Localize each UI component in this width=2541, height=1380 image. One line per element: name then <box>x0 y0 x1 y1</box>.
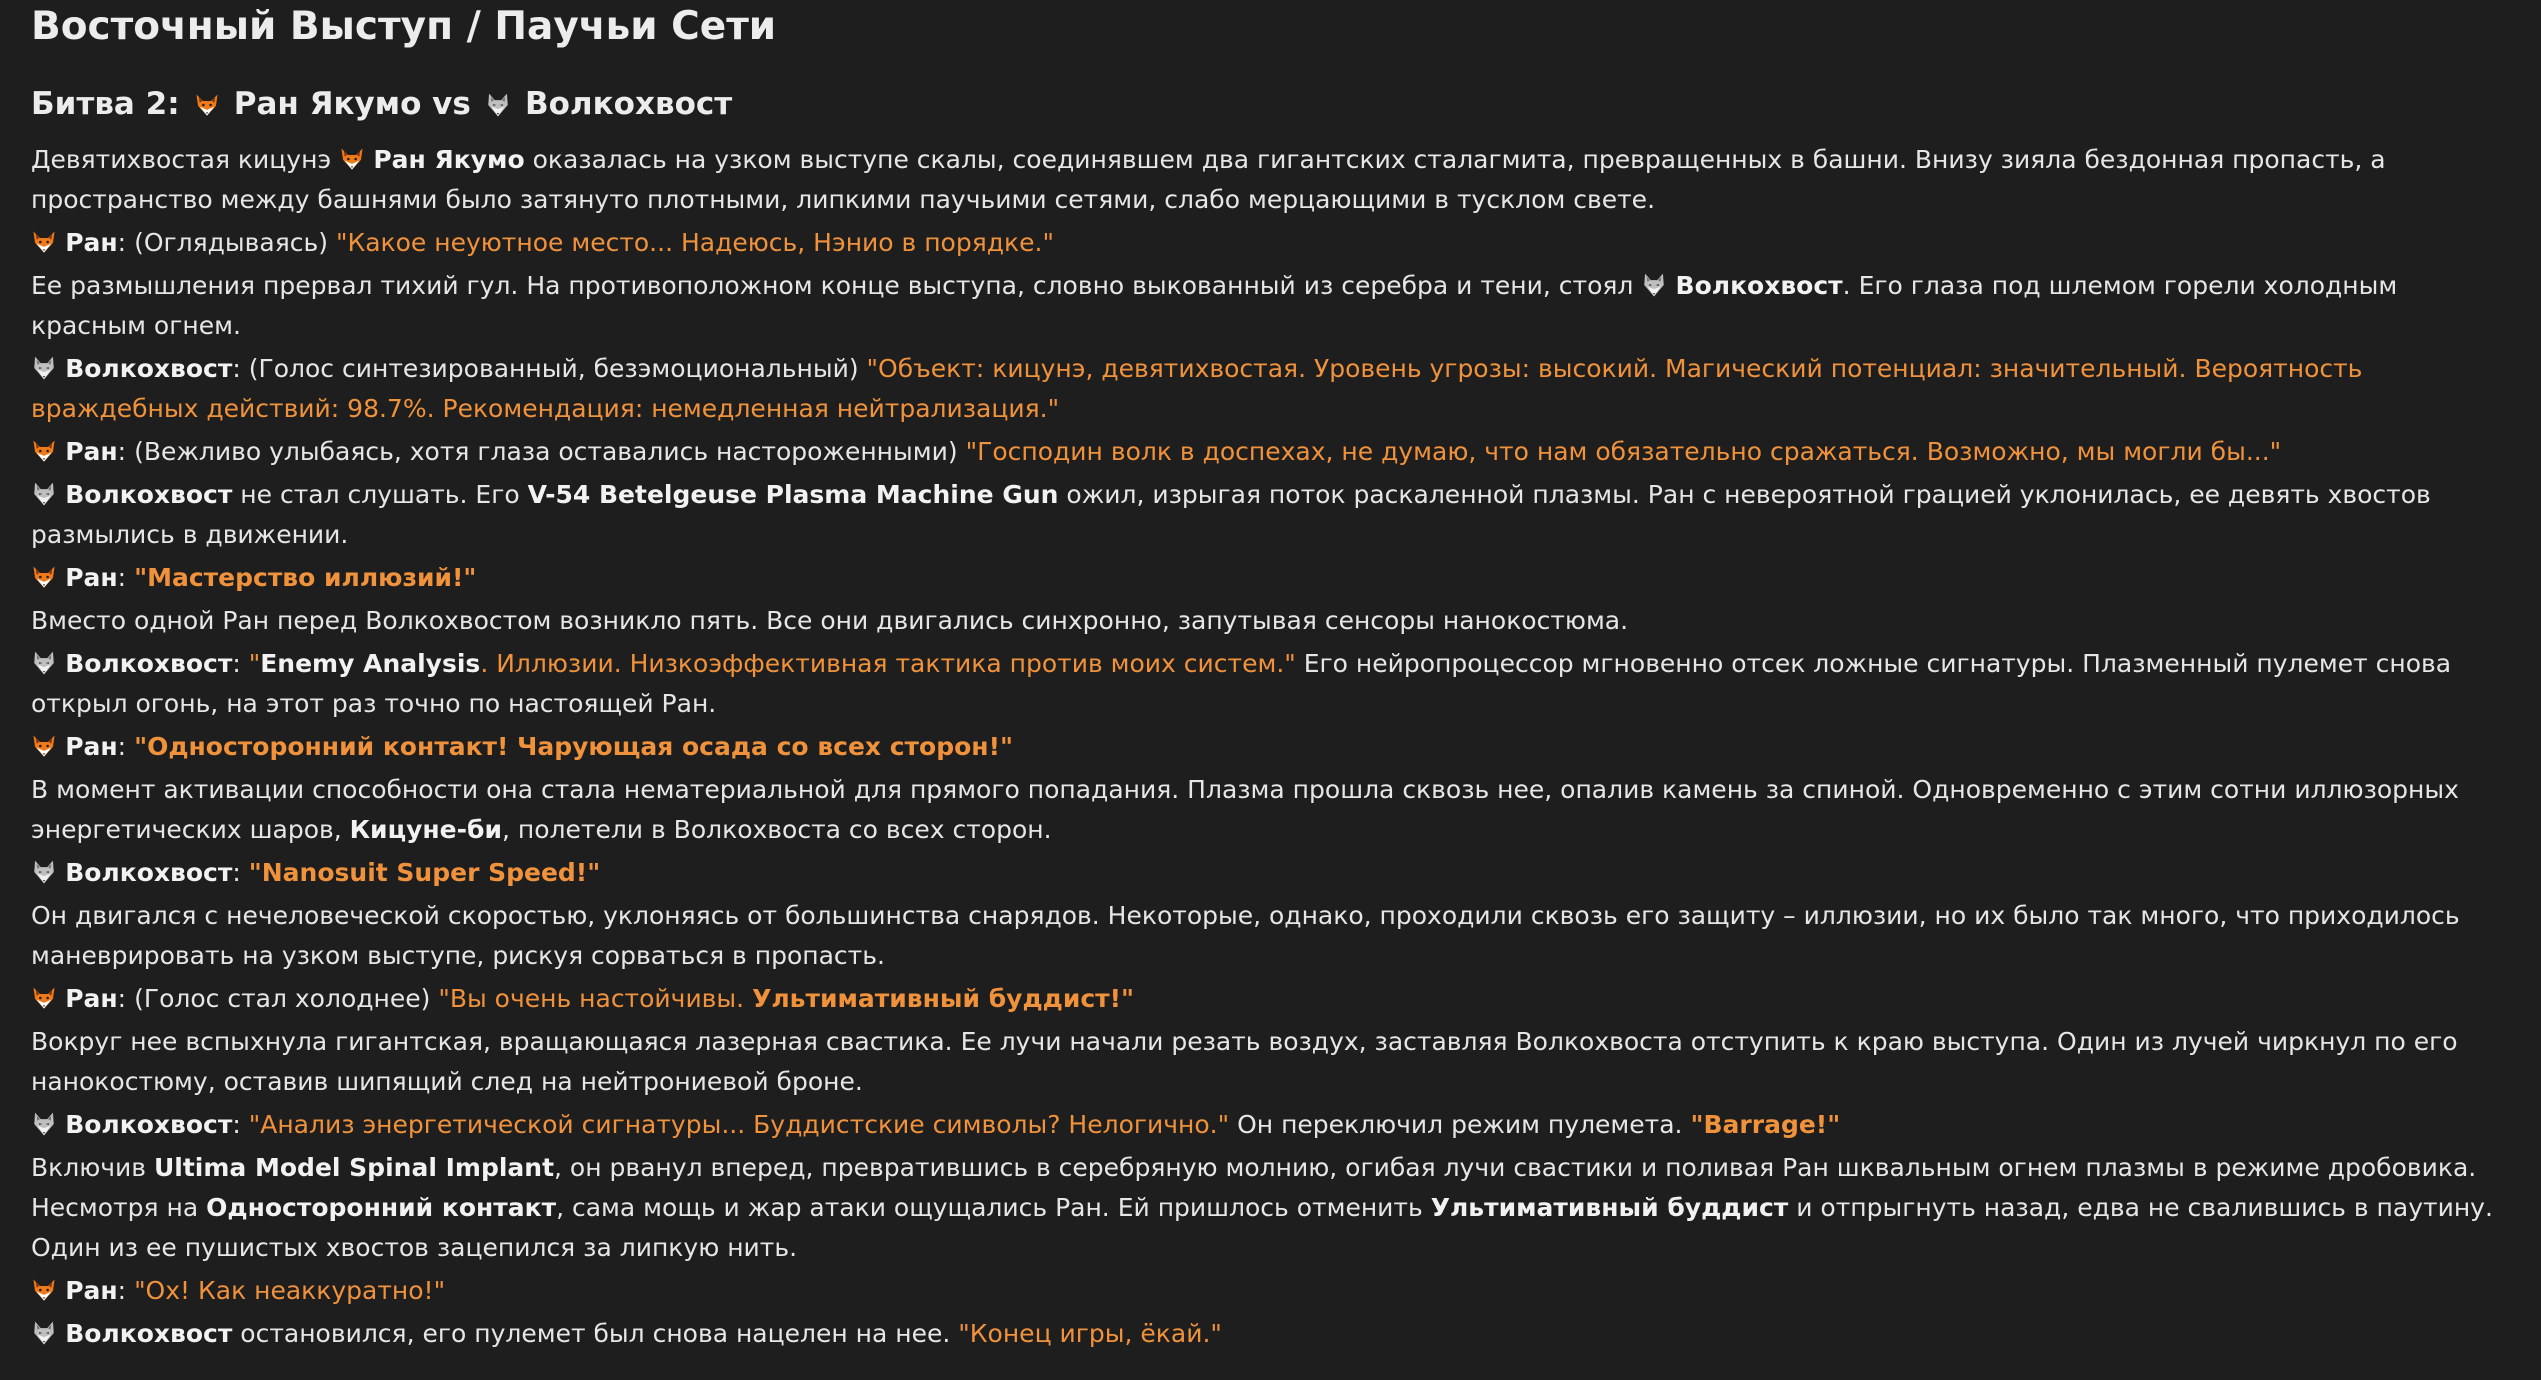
narration: . Его глаза под шлемом горели холодным красным огнем. <box>31 271 2398 340</box>
wolf-icon <box>31 349 57 389</box>
dialogue-line <box>31 349 2513 429</box>
paragraph-narration: Вокруг нее вспыхнула гигантская, вращающаяся лазерная свастика. Ее лучи начали резать воздух, заставляя Волкохвоста отступить к краю выступа. Один из лучей чиркнул по его нанокостюму, оставив шипящий след на нейтрониевой броне. <box>31 1027 2458 1096</box>
fox-icon <box>190 82 223 126</box>
dialogue-line <box>31 644 2513 724</box>
paragraph-narration <box>31 1314 2513 1354</box>
character-name: Волкохвост <box>65 480 233 509</box>
fighter1-name: Ран Якумо <box>233 86 422 122</box>
dialogue-line <box>31 853 2513 893</box>
narration: остановился, его пулемет был снова нацелен на нее. <box>240 1319 951 1348</box>
narration: Он переключил режим пулемета. <box>1237 1110 1683 1139</box>
stage-direction: (Вежливо улыбаясь, хотя глаза оставались настороженными) <box>134 437 958 466</box>
speaker-colon: : <box>117 228 127 257</box>
skill-name: Односторонний контакт <box>206 1193 557 1222</box>
skill-quote: "Barrage!" <box>1690 1110 1841 1139</box>
wolf-icon <box>1641 266 1667 306</box>
battle-heading <box>31 82 2513 126</box>
battle-prefix: Битва 2: <box>31 86 180 122</box>
speaker-colon: : <box>117 1276 127 1305</box>
page-title: Восточный Выступ / Паучьи Сети <box>31 4 777 49</box>
skill-name: Ультимативный буддист <box>1430 1193 1789 1222</box>
speaker-colon: : <box>117 563 127 592</box>
narration: Ее размышления прервал тихий гул. На противоположном конце выступа, словно выкованный из серебра и тени, стоял <box>31 271 1634 300</box>
dialogue-quote: "Конец игры, ёкай." <box>958 1319 1222 1348</box>
narration: не стал слушать. Его <box>240 480 520 509</box>
speaker-name: Ран <box>65 1276 118 1305</box>
fox-icon <box>31 558 57 598</box>
dialogue-line <box>31 223 2513 263</box>
paragraph-intro <box>31 140 2513 220</box>
dialogue-line <box>31 1271 2513 1311</box>
fox-icon <box>31 1271 57 1311</box>
speaker-name: Волкохвост <box>65 649 233 678</box>
wolf-icon <box>31 1314 57 1354</box>
paragraph-narration: Вместо одной Ран перед Волкохвостом возникло пять. Все они двигались синхронно, запутывая сенсоры нанокостюма. <box>31 606 1629 635</box>
character-name: Волкохвост <box>65 1319 233 1348</box>
narration: ожил, изрыгая поток раскаленной плазмы. Ран с невероятной грацией уклонилась, ее девять хвостов размылись в движении. <box>31 480 2431 549</box>
narration: В момент активации способности она стала нематериальной для прямого попадания. Плазма прошла сквозь нее, опалив камень за спиной. Одновременно с этим сотни иллюзорных энергетических шаров, <box>31 775 2459 844</box>
dialogue-quote: "Какое неуютное место... Надеюсь, Нэнио в порядке." <box>335 228 1054 257</box>
dialogue-quote: "Анализ энергетической сигнатуры... Буддистские символы? Нелогично." <box>248 1110 1230 1139</box>
character-name: Волкохвост <box>1675 271 1843 300</box>
speaker-name: Ран <box>65 228 118 257</box>
fox-icon <box>31 979 57 1019</box>
skill-quote: "Односторонний контакт! Чарующая осада со всех сторон!" <box>134 732 1013 761</box>
dialogue-line <box>31 558 2513 598</box>
vs-label: vs <box>432 86 471 122</box>
dialogue-quote: "Господин волк в доспехах, не думаю, что нам обязательно сражаться. Возможно, мы могли бы..." <box>965 437 2282 466</box>
wolf-icon <box>31 475 57 515</box>
fighter2-name: Волкохвост <box>524 86 733 122</box>
paragraph-narration <box>31 475 2513 555</box>
quote-mark: " <box>248 649 261 678</box>
speaker-name: Ран <box>65 563 118 592</box>
speaker-colon: : <box>232 858 241 887</box>
speaker-name: Ран <box>65 984 118 1013</box>
narration: Девятихвостая кицунэ <box>31 145 332 174</box>
speaker-name: Волкохвост <box>65 354 233 383</box>
speaker-colon: : <box>232 1110 241 1139</box>
quote-text: . Иллюзии. Низкоэффективная тактика против моих систем." <box>480 649 1296 678</box>
narration: и отпрыгнуть назад, едва не свалившись в паутину. Один из ее пушистых хвостов зацепился за липкую нить. <box>31 1193 2493 1262</box>
dialogue-line <box>31 432 2513 472</box>
skill-quote: Ультимативный буддист!" <box>752 984 1135 1013</box>
narration: Его нейропроцессор мгновенно отсек ложные сигнатуры. Плазменный пулемет снова открыл огонь, на этот раз точно по настоящей Ран. <box>31 649 2452 718</box>
story-body <box>31 140 2513 1354</box>
fox-icon <box>339 140 365 180</box>
speaker-name: Ран <box>65 437 118 466</box>
fox-icon <box>31 727 57 767</box>
wolf-icon <box>482 82 515 126</box>
fox-icon <box>31 432 57 472</box>
stage-direction: (Голос синтезированный, безэмоциональный) <box>248 354 859 383</box>
dialogue-quote: "Ох! Как неаккуратно!" <box>134 1276 446 1305</box>
dialogue-quote: "Вы очень настойчивы. <box>438 984 745 1013</box>
paragraph-narration: Он двигался с нечеловеческой скоростью, уклоняясь от большинства снарядов. Некоторые, однако, проходили сквозь его защиту – иллюзии, но их было так много, что приходилось маневрировать на узком выступе, рискуя сорваться в пропасть. <box>31 901 2460 970</box>
stage-direction: (Голос стал холоднее) <box>134 984 431 1013</box>
paragraph-narration <box>31 1148 2513 1268</box>
narration: оказалась на узком выступе скалы, соединявшем два гигантских сталагмита, превращенных в башни. Внизу зияла бездонная пропасть, а пространство между башнями было затянуто плотными, липкими паучьими сетями, слабо мерцающими в тусклом свете. <box>31 145 2386 214</box>
paragraph-narration <box>31 266 2513 346</box>
speaker-name: Ран <box>65 732 118 761</box>
character-name: Ран Якумо <box>373 145 525 174</box>
skill-name: Enemy Analysis <box>260 649 481 678</box>
wolf-icon <box>31 1105 57 1145</box>
dialogue-quote: "Объект: кицунэ, девятихвостая. Уровень угрозы: высокий. Магический потенциал: значительный. Вероятность враждебных действий: 98.7%. Рекомендация: немедленная нейтрализация." <box>31 354 2363 423</box>
dialogue-quote <box>249 649 1296 678</box>
speaker-colon: : <box>117 732 127 761</box>
dialogue-line <box>31 979 2513 1019</box>
narration: Включив <box>31 1153 147 1182</box>
narration: , он рванул вперед, превратившись в серебряную молнию, огибая лучи свастики и поливая Ран шквальным огнем плазмы в режиме дробовика. Несмотря на <box>31 1153 2477 1222</box>
speaker-name: Волкохвост <box>65 858 233 887</box>
speaker-name: Волкохвост <box>65 1110 233 1139</box>
dialogue-line <box>31 727 2513 767</box>
paragraph-narration <box>31 770 2513 850</box>
stage-direction: (Оглядываясь) <box>134 228 328 257</box>
dialogue-line <box>31 1105 2513 1145</box>
fox-icon <box>31 223 57 263</box>
narration: , полетели в Волкохвоста со всех сторон. <box>501 815 1052 844</box>
speaker-colon: : <box>117 984 127 1013</box>
term-name: Кицуне-би <box>349 815 502 844</box>
narration: , сама мощь и жар атаки ощущались Ран. Ей пришлось отменить <box>556 1193 1423 1222</box>
weapon-name: V-54 Betelgeuse Plasma Machine Gun <box>527 480 1059 509</box>
wolf-icon <box>31 644 57 684</box>
speaker-colon: : <box>117 437 127 466</box>
skill-quote: "Nanosuit Super Speed!" <box>248 858 601 887</box>
speaker-colon: : <box>232 354 241 383</box>
skill-quote: "Мастерство иллюзий!" <box>134 563 477 592</box>
wolf-icon <box>31 853 57 893</box>
implant-name: Ultima Model Spinal Implant <box>153 1153 555 1182</box>
speaker-colon: : <box>232 649 241 678</box>
